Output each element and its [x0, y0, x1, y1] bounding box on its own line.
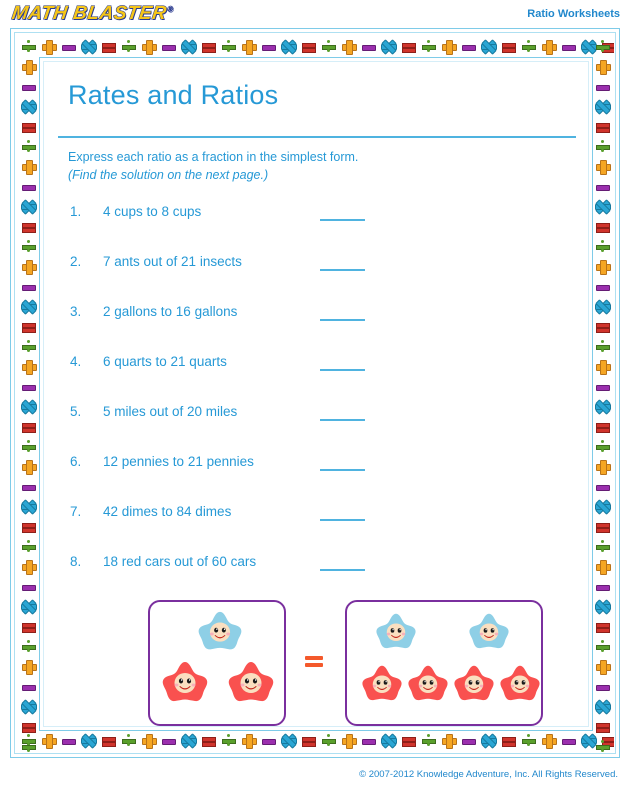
border-multiply-icon: [18, 596, 38, 616]
border-equals-icon: [592, 116, 612, 136]
border-equals-icon: [592, 616, 612, 636]
border-multiply-icon: [592, 196, 612, 216]
border-minus-icon: [592, 376, 612, 396]
border-equals-icon: [18, 316, 38, 336]
border-minus-icon: [158, 36, 178, 56]
red-star-icon: [452, 664, 496, 708]
border-multiply-icon: [18, 296, 38, 316]
border-plus-icon: [592, 56, 612, 76]
border-plus-icon: [592, 156, 612, 176]
copyright-footer: © 2007-2012 Knowledge Adventure, Inc. All Rights Reserved.: [359, 769, 618, 780]
border-minus-icon: [18, 376, 38, 396]
border-plus-icon: [238, 36, 258, 56]
border-multiply-icon: [378, 730, 398, 750]
border-divide-icon: [318, 730, 338, 750]
border-plus-icon: [38, 36, 58, 56]
question-number: 7.: [70, 504, 82, 519]
border-multiply-icon: [592, 596, 612, 616]
border-divide-icon: [592, 136, 612, 156]
border-plus-icon: [18, 56, 38, 76]
ratio-box-right: [345, 600, 543, 726]
ratio-box-left: [148, 600, 286, 726]
border-equals-icon: [18, 216, 38, 236]
instruction-primary: Express each ratio as a fraction in the simplest form.: [68, 150, 359, 164]
border-plus-icon: [338, 36, 358, 56]
border-plus-icon: [438, 36, 458, 56]
border-multiply-icon: [178, 730, 198, 750]
border-plus-icon: [538, 36, 558, 56]
blue-star-icon: [467, 612, 511, 656]
border-divide-icon: [592, 436, 612, 456]
border-equals-icon: [398, 730, 418, 750]
border-multiply-icon: [592, 696, 612, 716]
border-divide-icon: [18, 536, 38, 556]
answer-blank[interactable]: [320, 569, 365, 571]
border-divide-icon: [318, 36, 338, 56]
question-number: 3.: [70, 304, 82, 319]
answer-blank[interactable]: [320, 219, 365, 221]
border-divide-icon: [18, 36, 38, 56]
border-equals-icon: [498, 730, 518, 750]
border-minus-icon: [258, 730, 278, 750]
border-symbols-right: [592, 36, 612, 752]
border-equals-icon: [98, 730, 118, 750]
border-divide-icon: [592, 536, 612, 556]
border-minus-icon: [458, 36, 478, 56]
border-equals-icon: [298, 36, 318, 56]
question-number: 6.: [70, 454, 82, 469]
red-star-icon: [406, 664, 450, 708]
red-star-icon: [498, 664, 542, 708]
border-divide-icon: [592, 336, 612, 356]
blue-star-icon: [196, 610, 244, 658]
border-plus-icon: [138, 730, 158, 750]
border-multiply-icon: [18, 96, 38, 116]
border-symbols-top: [18, 36, 614, 56]
border-plus-icon: [438, 730, 458, 750]
border-multiply-icon: [18, 696, 38, 716]
border-plus-icon: [592, 556, 612, 576]
border-equals-icon: [592, 716, 612, 736]
border-equals-icon: [198, 36, 218, 56]
question-number: 8.: [70, 554, 82, 569]
border-plus-icon: [592, 456, 612, 476]
border-divide-icon: [18, 336, 38, 356]
border-minus-icon: [592, 676, 612, 696]
border-equals-icon: [592, 516, 612, 536]
border-equals-icon: [592, 416, 612, 436]
border-multiply-icon: [18, 396, 38, 416]
border-plus-icon: [538, 730, 558, 750]
border-plus-icon: [592, 256, 612, 276]
question-text: 5 miles out of 20 miles: [103, 404, 238, 419]
question-row: [40, 454, 594, 504]
border-minus-icon: [592, 576, 612, 596]
border-equals-icon: [18, 416, 38, 436]
border-divide-icon: [592, 236, 612, 256]
title-divider: [58, 136, 576, 138]
border-minus-icon: [592, 476, 612, 496]
border-multiply-icon: [592, 396, 612, 416]
border-minus-icon: [18, 176, 38, 196]
border-divide-icon: [18, 636, 38, 656]
border-symbols-bottom: [18, 730, 614, 750]
border-equals-icon: [18, 516, 38, 536]
answer-blank[interactable]: [320, 469, 365, 471]
red-star-icon: [360, 664, 404, 708]
question-text: 2 gallons to 16 gallons: [103, 304, 238, 319]
border-symbols-left: [18, 36, 38, 752]
question-number: 1.: [70, 204, 82, 219]
border-multiply-icon: [18, 196, 38, 216]
question-row: [40, 254, 594, 304]
border-minus-icon: [592, 76, 612, 96]
border-equals-icon: [498, 36, 518, 56]
border-minus-icon: [592, 276, 612, 296]
question-row: [40, 404, 594, 454]
border-multiply-icon: [478, 36, 498, 56]
worksheet-panel: [39, 57, 593, 731]
decorative-frame: [10, 28, 620, 758]
border-multiply-icon: [178, 36, 198, 56]
border-divide-icon: [418, 730, 438, 750]
border-divide-icon: [418, 36, 438, 56]
border-minus-icon: [558, 730, 578, 750]
question-row: [40, 304, 594, 354]
border-equals-icon: [592, 316, 612, 336]
border-equals-icon: [198, 730, 218, 750]
border-minus-icon: [258, 36, 278, 56]
border-divide-icon: [18, 236, 38, 256]
border-equals-icon: [18, 616, 38, 636]
border-divide-icon: [518, 36, 538, 56]
border-multiply-icon: [592, 296, 612, 316]
border-minus-icon: [18, 576, 38, 596]
red-star-icon: [226, 660, 276, 710]
border-minus-icon: [158, 730, 178, 750]
page-header: [0, 0, 630, 28]
question-list: [40, 204, 594, 604]
border-minus-icon: [458, 730, 478, 750]
border-minus-icon: [358, 36, 378, 56]
border-plus-icon: [18, 356, 38, 376]
border-divide-icon: [592, 36, 612, 56]
border-divide-icon: [18, 436, 38, 456]
border-plus-icon: [138, 36, 158, 56]
border-minus-icon: [592, 176, 612, 196]
border-plus-icon: [18, 456, 38, 476]
border-equals-icon: [592, 216, 612, 236]
border-equals-icon: [18, 716, 38, 736]
border-plus-icon: [592, 356, 612, 376]
border-multiply-icon: [278, 36, 298, 56]
answer-blank[interactable]: [320, 519, 365, 521]
registered-mark-icon: ®: [166, 4, 175, 14]
question-row: [40, 204, 594, 254]
border-equals-icon: [18, 116, 38, 136]
math-blaster-logo: [10, 3, 174, 25]
question-text: 4 cups to 8 cups: [103, 204, 202, 219]
border-divide-icon: [18, 136, 38, 156]
answer-blank[interactable]: [320, 419, 365, 421]
red-star-icon: [160, 660, 210, 710]
logo-text: MATH BLASTER: [10, 3, 169, 24]
border-minus-icon: [18, 476, 38, 496]
border-equals-icon: [398, 36, 418, 56]
border-plus-icon: [18, 656, 38, 676]
answer-blank[interactable]: [320, 269, 365, 271]
question-number: 5.: [70, 404, 82, 419]
border-minus-icon: [58, 36, 78, 56]
question-text: 12 pennies to 21 pennies: [103, 454, 254, 469]
border-multiply-icon: [378, 36, 398, 56]
ratio-illustration: [40, 600, 594, 732]
question-number: 2.: [70, 254, 82, 269]
border-equals-icon: [98, 36, 118, 56]
border-multiply-icon: [478, 730, 498, 750]
worksheet-category-label: Ratio Worksheets: [527, 8, 620, 20]
answer-blank[interactable]: [320, 319, 365, 321]
equals-icon: [305, 656, 323, 668]
border-multiply-icon: [592, 496, 612, 516]
border-equals-icon: [298, 730, 318, 750]
question-text: 42 dimes to 84 dimes: [103, 504, 232, 519]
border-plus-icon: [592, 656, 612, 676]
answer-blank[interactable]: [320, 369, 365, 371]
instruction-secondary: (Find the solution on the next page.): [68, 168, 269, 182]
border-multiply-icon: [278, 730, 298, 750]
border-multiply-icon: [78, 730, 98, 750]
question-number: 4.: [70, 354, 82, 369]
question-row: [40, 504, 594, 554]
border-divide-icon: [218, 36, 238, 56]
question-text: 18 red cars out of 60 cars: [103, 554, 257, 569]
border-plus-icon: [18, 256, 38, 276]
blue-star-icon: [374, 612, 418, 656]
border-multiply-icon: [592, 96, 612, 116]
question-row: [40, 354, 594, 404]
border-minus-icon: [18, 76, 38, 96]
border-plus-icon: [338, 730, 358, 750]
border-plus-icon: [238, 730, 258, 750]
worksheet-title: Rates and Ratios: [68, 80, 279, 110]
border-divide-icon: [218, 730, 238, 750]
border-minus-icon: [558, 36, 578, 56]
border-minus-icon: [18, 276, 38, 296]
border-divide-icon: [592, 736, 612, 752]
border-divide-icon: [18, 736, 38, 752]
border-divide-icon: [518, 730, 538, 750]
question-row: [40, 554, 594, 604]
border-minus-icon: [58, 730, 78, 750]
question-text: 6 quarts to 21 quarts: [103, 354, 227, 369]
border-minus-icon: [18, 676, 38, 696]
border-divide-icon: [118, 730, 138, 750]
border-multiply-icon: [18, 496, 38, 516]
border-multiply-icon: [78, 36, 98, 56]
border-divide-icon: [118, 36, 138, 56]
border-plus-icon: [18, 556, 38, 576]
border-minus-icon: [358, 730, 378, 750]
question-text: 7 ants out of 21 insects: [103, 254, 242, 269]
border-divide-icon: [592, 636, 612, 656]
border-plus-icon: [18, 156, 38, 176]
border-plus-icon: [38, 730, 58, 750]
